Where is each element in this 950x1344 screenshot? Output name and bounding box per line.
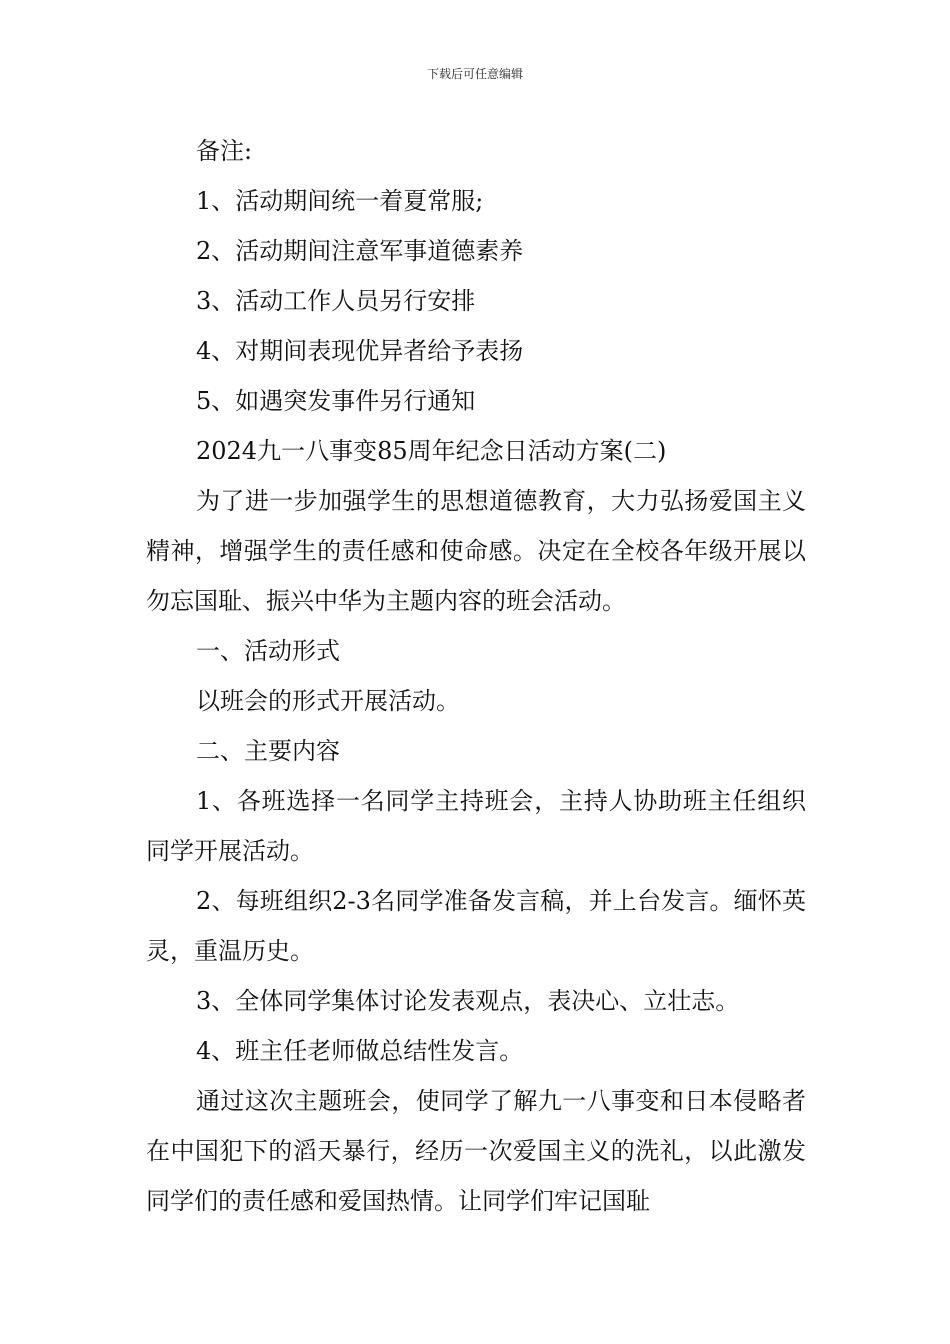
remark-item-2: 2、活动期间注意军事道德素养 bbox=[196, 237, 524, 265]
content-item-2: 2、每班组织2-3名同学准备发言稿，并上台发言。缅怀英灵，重温历史。 bbox=[146, 887, 806, 965]
remarks-heading: 备注: bbox=[196, 137, 253, 165]
intro-paragraph: 为了进一步加强学生的思想道德教育，大力弘扬爱国主义精神，增强学生的责任感和使命感。决定在全校各年级开展以勿忘国耻、振兴中华为主题内容的班会活动。 bbox=[146, 487, 806, 615]
activity-form-text: 以班会的形式开展活动。 bbox=[196, 687, 460, 715]
remark-item-1: 1、活动期间统一着夏常服; bbox=[196, 187, 484, 215]
heading-main-content: 二、主要内容 bbox=[196, 737, 340, 765]
conclusion-paragraph: 通过这次主题班会，使同学了解九一八事变和日本侵略者在中国犯下的滔天暴行，经历一次爱国主义的洗礼，以此激发同学们的责任感和爱国热情。让同学们牢记国耻 bbox=[146, 1087, 806, 1215]
content-item-3: 3、全体同学集体讨论发表观点，表决心、立壮志。 bbox=[196, 987, 740, 1015]
remark-item-3: 3、活动工作人员另行安排 bbox=[196, 287, 476, 315]
content-item-4: 4、班主任老师做总结性发言。 bbox=[196, 1037, 524, 1065]
page-header: 下载后可任意编辑 bbox=[426, 67, 523, 81]
content-item-1: 1、各班选择一名同学主持班会，主持人协助班主任组织同学开展活动。 bbox=[146, 787, 806, 865]
remark-item-5: 5、如遇突发事件另行通知 bbox=[196, 387, 476, 415]
section-title: 2024九一八事变85周年纪念日活动方案(二) bbox=[196, 437, 667, 465]
document-body bbox=[146, 126, 806, 1226]
heading-activity-form: 一、活动形式 bbox=[196, 637, 340, 665]
remark-item-4: 4、对期间表现优异者给予表扬 bbox=[196, 337, 524, 365]
